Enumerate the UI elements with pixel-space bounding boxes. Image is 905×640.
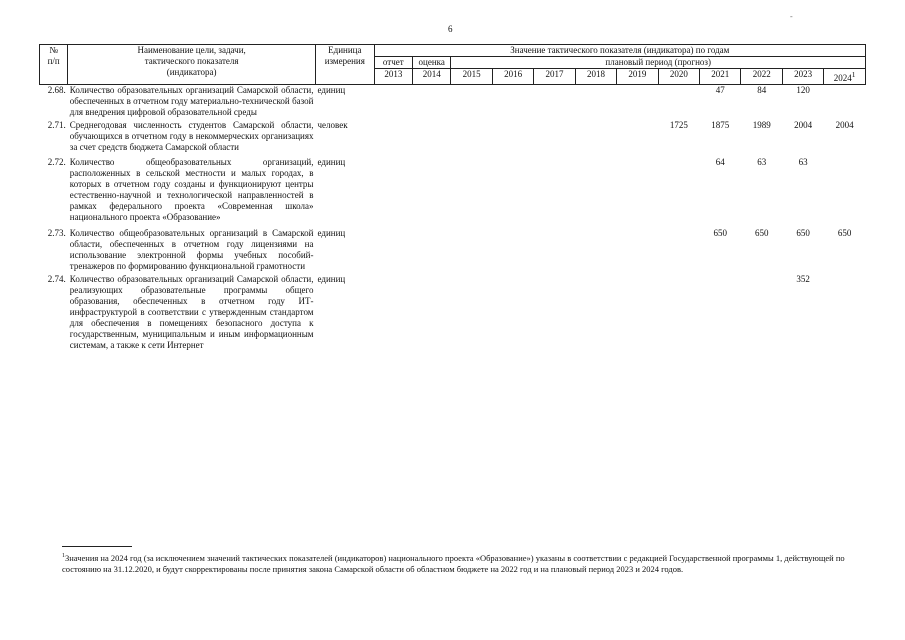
table-header	[40, 45, 866, 85]
row-value-2022: 63	[757, 157, 767, 167]
table-row	[40, 85, 866, 121]
row-value-2018	[575, 120, 616, 157]
row-name: Количество образовательных организаций Самарской области, реализующих образовательные программы общего образования, обеспеченных в отчетном году ИТ-инфраструктурой в соответствии с утвержденным стандартом для обеспечения в помещениях безопасного доступа к государственным, муниципальным и иным информационным системам, а также к сети Интернет	[69, 274, 314, 350]
row-value-2024: 2004	[835, 120, 854, 130]
row-unit: человек	[317, 120, 348, 130]
row-name: Количество общеобразовательных организаций, расположенных в сельской местности и малых городах, в которых в отчетном году созданы и функционируют центры естественно-научной и технологической направленностей в рамках федерального проекта «Современная школа» национального проекта «Образование»	[69, 157, 314, 222]
row-number: 2.72.	[47, 157, 66, 167]
row-value-2014	[413, 85, 451, 121]
row-value-2013	[374, 274, 412, 351]
table-row	[40, 228, 866, 274]
header-estimate: оценка	[413, 57, 451, 69]
row-value-2022: 84	[757, 85, 767, 95]
row-name: Среднегодовая численность студентов Самарской области, обучающихся в отчетном году в некоммерческих организациях за счет средств бюджета Самарской области	[69, 120, 314, 152]
year-2014: 2014	[413, 69, 451, 85]
row-value-2017	[534, 157, 575, 228]
footnote-text: Значения на 2024 год (за исключением значений тактических показателей (индикаторов) национального проекта «Образование») указаны в соответствии с редакцией Государственной программы 1, действующей по состоянию на 31.12.2020, и будут скорректированы после принятия закона Самарской области об областном бюджете на 2022 год и на плановый период 2023 и 2024 годов.	[62, 552, 845, 574]
row-value-2020	[658, 228, 699, 274]
row-value-2020: 1725	[669, 120, 688, 130]
header-planned: плановый период (прогноз)	[451, 57, 866, 69]
row-value-2024: 650	[837, 228, 852, 238]
table-row	[40, 157, 866, 228]
row-number: 2.68.	[47, 85, 66, 95]
row-value-2013	[374, 85, 412, 121]
table-row	[40, 120, 866, 157]
row-value-2024	[824, 157, 866, 228]
page-number: 6	[448, 24, 453, 34]
row-value-2018	[575, 228, 616, 274]
row-value-2017	[534, 274, 575, 351]
row-number: 2.73.	[47, 228, 66, 238]
year-2023: 2023	[782, 69, 823, 85]
row-number: 2.74.	[47, 274, 66, 284]
row-name: Количество образовательных организаций Самарской области, обеспеченных в отчетном году материально-технической базой для внедрения цифровой образовательной среды	[69, 85, 314, 117]
row-unit: единиц	[317, 228, 346, 238]
row-value-2013	[374, 120, 412, 157]
row-value-2019	[617, 228, 658, 274]
row-value-2019	[617, 157, 658, 228]
footnote-ref: 1	[851, 70, 856, 79]
row-value-2022	[741, 274, 782, 351]
indicators-table	[39, 44, 866, 351]
row-value-2016	[492, 274, 533, 351]
row-value-2019	[617, 85, 658, 121]
row-value-2023: 650	[796, 228, 810, 238]
header-report: отчет	[374, 57, 412, 69]
row-value-2024	[824, 274, 866, 351]
row-value-2015	[451, 157, 492, 228]
row-value-2022: 650	[754, 228, 769, 238]
row-unit: единиц	[317, 85, 346, 95]
row-value-2020	[658, 157, 699, 228]
footnote-divider	[62, 546, 132, 547]
row-value-2014	[413, 228, 451, 274]
row-value-2013	[374, 228, 412, 274]
row-value-2018	[575, 274, 616, 351]
row-value-2015	[451, 274, 492, 351]
row-value-2019	[617, 274, 658, 351]
table-body	[40, 85, 866, 352]
header-num: № п/п	[40, 45, 68, 85]
row-value-2021: 47	[715, 85, 725, 95]
header-name: Наименование цели, задачи, тактического показателя (индикатора)	[68, 45, 316, 85]
row-value-2021: 1875	[711, 120, 730, 130]
row-value-2016	[492, 157, 533, 228]
row-value-2023: 120	[796, 85, 810, 95]
row-value-2020	[658, 85, 699, 121]
row-value-2014	[413, 120, 451, 157]
header-values: Значение тактического показателя (индикатора) по годам	[374, 45, 865, 57]
row-value-2015	[451, 120, 492, 157]
row-value-2023: 2004	[794, 120, 813, 130]
year-2022: 2022	[741, 69, 782, 85]
row-value-2022: 1989	[752, 120, 771, 130]
row-value-2015	[451, 85, 492, 121]
row-value-2021: 650	[713, 228, 728, 238]
header-unit: Единица измерения	[315, 45, 374, 85]
row-unit: единиц	[317, 274, 346, 284]
row-unit: единиц	[317, 157, 346, 167]
footnote	[62, 551, 867, 575]
row-value-2016	[492, 228, 533, 274]
row-value-2016	[492, 85, 533, 121]
row-value-2020	[658, 274, 699, 351]
year-2013: 2013	[374, 69, 412, 85]
row-value-2014	[413, 157, 451, 228]
row-value-2018	[575, 157, 616, 228]
scan-mark: -	[790, 12, 793, 21]
row-value-2017	[534, 228, 575, 274]
year-2018: 2018	[575, 69, 616, 85]
row-name: Количество общеобразовательных организаций в Самарской области, обеспеченных в отчетном году лицензиями на использование электронной формы учебных пособий-тренажеров по формированию функциональной грамотности	[69, 228, 314, 271]
row-number: 2.71.	[47, 120, 66, 130]
year-2021: 2021	[700, 69, 741, 85]
row-value-2023: 352	[796, 274, 810, 284]
year-2015: 2015	[451, 69, 492, 85]
row-value-2013	[374, 157, 412, 228]
row-value-2017	[534, 85, 575, 121]
row-value-2015	[451, 228, 492, 274]
row-value-2023: 63	[798, 157, 808, 167]
row-value-2019	[617, 120, 658, 157]
table-row	[40, 274, 866, 351]
row-value-2021	[700, 274, 741, 351]
row-value-2021: 64	[715, 157, 725, 167]
row-value-2018	[575, 85, 616, 121]
row-value-2024	[824, 85, 866, 121]
row-value-2017	[534, 120, 575, 157]
row-value-2016	[492, 120, 533, 157]
year-2020: 2020	[658, 69, 699, 85]
year-2016: 2016	[492, 69, 533, 85]
year-2024: 2024$^1$	[824, 69, 866, 85]
year-2019: 2019	[617, 69, 658, 85]
year-2017: 2017	[534, 69, 575, 85]
footnote-mark: 1	[62, 553, 65, 559]
row-value-2014	[413, 274, 451, 351]
